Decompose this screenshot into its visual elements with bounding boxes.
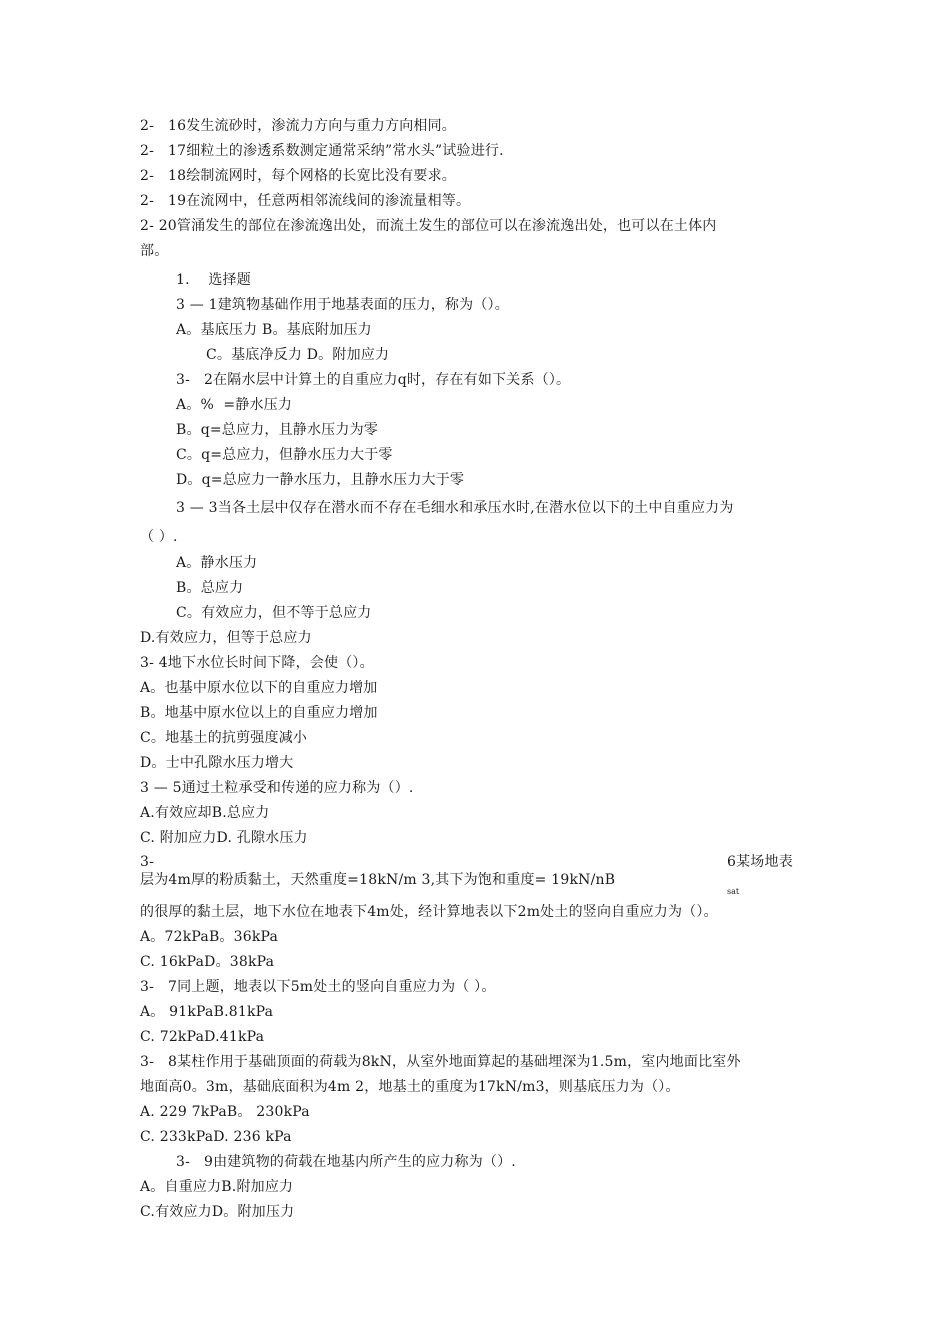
q3-5-options-ab: A.有效应却B.总应力: [140, 805, 270, 821]
q3-1-options-ab: A。基底压力 B。基底附加压力: [176, 322, 372, 338]
q3-4-option-a: A。也基中原水位以下的自重应力增加: [140, 680, 378, 696]
section-heading: 1. 选择题: [176, 272, 251, 288]
q3-8-cont: 地面高0。3m，基础底面积为4m 2，地基土的重度为17kN/m3，则基底压力为（）。: [140, 1079, 680, 1095]
q3-9: 3- 9由建筑物的荷载在地基内所产生的应力称为（）.: [176, 1154, 516, 1170]
q2-17: 2- 17细粒土的渗透系数测定通常采纳”常水头”试验进行.: [140, 143, 504, 159]
q3-7-options-ab: A。 91kPaB.81kPa: [140, 1004, 274, 1020]
q3-8-options-ab: A. 229 7kPaB。 230kPa: [140, 1104, 310, 1120]
q3-6-sat-subscript: sat: [727, 887, 740, 896]
q3-6-number: 3-: [140, 854, 155, 870]
q3-6-line3: 的很厚的黏土层，地下水位在地表下4m处，经计算地表以下2m处土的竖向自重应力为（）。: [140, 904, 718, 920]
q3-9-options-ab: A。自重应力B.附加应力: [140, 1179, 294, 1195]
q3-9-options-cd: C.有效应力D。附加压力: [140, 1204, 295, 1220]
q3-2-option-d: D。q=总应力一静水压力，且静水压力大于零: [176, 472, 465, 488]
q3-1: 3 — 1建筑物基础作用于地基表面的压力，称为（）。: [176, 297, 509, 313]
q2-20-cont: 部。: [140, 243, 169, 259]
q3-7: 3- 7同上题，地表以下5m处土的竖向自重应力为（ ）。: [140, 979, 496, 995]
q3-2-option-a: A。% =静水压力: [176, 397, 293, 413]
q3-3-option-c: C。有效应力，但不等于总应力: [176, 605, 372, 621]
q3-3-option-a: A。静水压力: [176, 555, 258, 571]
q3-2-option-c: C。q=总应力，但静水压力大于零: [176, 447, 393, 463]
q3-5-options-cd: C. 附加应力D. 孔隙水压力: [140, 830, 308, 846]
q3-6-options-ab: A。72kPaB。36kPa: [140, 929, 279, 945]
q3-6-line2: 层为4m厚的粉质黏土，天然重度=18kN/m 3,其下为饱和重度= 19kN/nB: [140, 872, 616, 888]
q3-1-options-cd: C。基底净反力 D。附加应力: [206, 347, 390, 363]
q2-18: 2- 18绘制流网时，每个网格的长宽比没有要求。: [140, 168, 457, 184]
q2-20: 2- 20管涌发生的部位在渗流逸出处，而流土发生的部位可以在渗流逸出处，也可以在土体内: [140, 218, 717, 234]
q3-4-option-b: B。地基中原水位以上的自重应力增加: [140, 705, 378, 721]
q3-3-cont: （ ）.: [140, 529, 178, 545]
q3-4-option-d: D。士中孔隙水压力增大: [140, 755, 294, 771]
q3-5: 3 — 5通过土粒承受和传递的应力称为（）.: [140, 780, 414, 796]
q3-7-options-cd: C. 72kPaD.41kPa: [140, 1029, 265, 1045]
q3-8-options-cd: C. 233kPaD. 236 kPa: [140, 1129, 292, 1145]
q3-3-option-b: B。总应力: [176, 580, 244, 596]
q3-6-options-cd: C. 16kPaD。38kPa: [140, 954, 275, 970]
q3-3-option-d: D.有效应力，但等于总应力: [140, 630, 312, 646]
q3-2-option-b: B。q=总应力，且静水压力为零: [176, 422, 378, 438]
q3-4: 3- 4地下水位长时间下降，会使（）。: [140, 655, 374, 671]
q3-6-start: 6某场地表: [727, 854, 793, 870]
q3-2: 3- 2在隔水层中计算土的自重应力q时，存在有如下关系（）。: [176, 372, 571, 388]
q3-3: 3 — 3当各土层中仅存在潜水而不存在毛细水和承压水时,在潜水位以下的土中自重应力为: [176, 500, 734, 516]
q2-16: 2- 16发生流砂时，渗流力方向与重力方向相同。: [140, 118, 457, 134]
q3-8: 3- 8某柱作用于基础顶面的荷载为8kN，从室外地面算起的基础埋深为1.5m，室内地面比室外: [140, 1054, 741, 1070]
q3-4-option-c: C。地基土的抗剪强度减小: [140, 730, 308, 746]
q2-19: 2- 19在流网中，任意两相邻流线间的渗流量相等。: [140, 193, 471, 209]
